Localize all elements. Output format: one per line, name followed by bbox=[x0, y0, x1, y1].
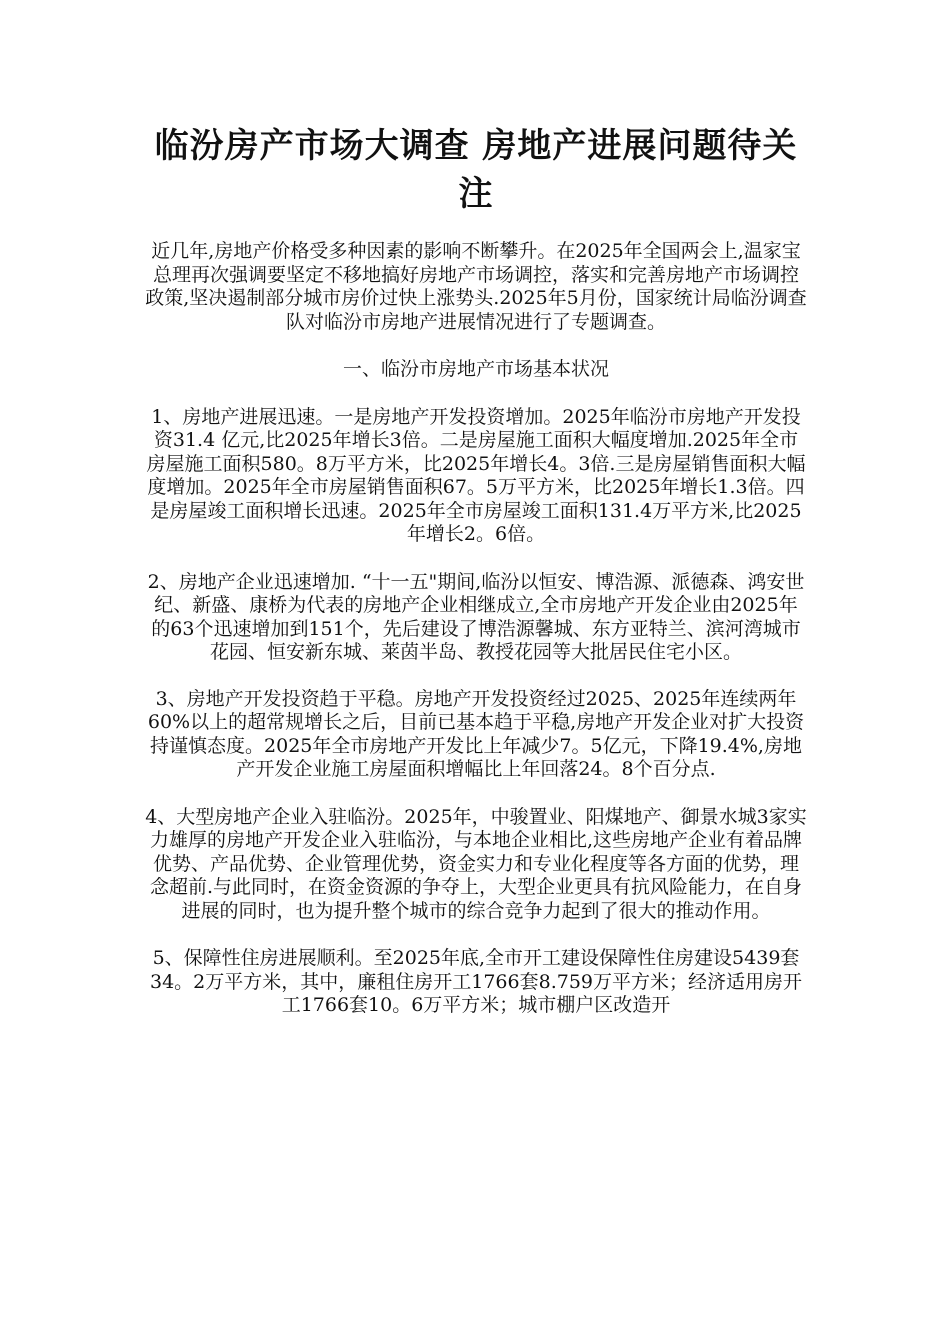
paragraph-5: 5、保障性住房进展顺利。至2025年底,全市开工建设保障性住房建设5439套34。2万平方米，其中，廉租住房开工1766套8.759万平方米；经济适用房开工1766套10。6万平方米；城市棚户区改造开 bbox=[149, 947, 802, 1016]
section-heading: 一、临汾市房地产市场基本状况 bbox=[342, 358, 609, 380]
paragraph-3: 3、房地产开发投资趋于平稳。房地产开发投资经过2025、2025年连续两年60%以上的超常规增长之后，目前已基本趋于平稳,房地产开发企业对扩大投资持谨慎态度。2025年全市房地产开发比上年减少7。5亿元，下降19.4%,房地产开发企业施工房屋面积增幅比上年回落24。8个百分点. bbox=[147, 687, 805, 780]
document-page bbox=[145, 122, 807, 1018]
intro-paragraph: 近几年,房地产价格受多种因素的影响不断攀升。在2025年全国两会上,温家宝总理再次强调要坚定不移地搞好房地产市场调控，落实和完善房地产市场调控政策,坚决遏制部分城市房价过快上涨势头.2025年5月份，国家统计局临汾调查队对临汾市房地产进展情况进行了专题调查。 bbox=[145, 240, 807, 333]
paragraph-1: 1、房地产进展迅速。一是房地产开发投资增加。2025年临汾市房地产开发投资31.4 亿元,比2025年增长3倍。二是房屋施工面积大幅度增加.2025年全市房屋施工面积580。8万平方米，比2025年增长4。3倍.三是房屋销售面积大幅度增加。2025年全市房屋销售面积67。5万平方米，比2025年增长1.3倍。四是房屋竣工面积增长迅速。2025年全市房屋竣工面积131.4万平方米,比2025年增长2。6倍。 bbox=[146, 405, 806, 545]
document-title: 临汾房产市场大调查 房地产进展问题待关注 bbox=[154, 126, 798, 214]
paragraph-4: 4、大型房地产企业入驻临汾。2025年，中骏置业、阳煤地产、御景水城3家实力雄厚的房地产开发企业入驻临汾，与本地企业相比,这些房地产企业有着品牌优势、产品优势、企业管理优势，资金实力和专业化程度等各方面的优势，理念超前.与此同时，在资金资源的争夺上，大型企业更具有抗风险能力，在自身进展的同时，也为提升整个城市的综合竞争力起到了很大的推动作用。 bbox=[145, 805, 807, 922]
paragraph-2: 2、房地产企业迅速增加. “十一五"期间,临汾以恒安、博浩源、派德森、鸿安世纪、新盛、康桥为代表的房地产企业相继成立,全市房地产开发企业由2025年的63个迅速增加到151个，先后建设了博浩源馨城、东方亚特兰、滨河湾城市花园、恒安新东城、莱茵半岛、教授花园等大批居民住宅小区。 bbox=[147, 570, 805, 663]
